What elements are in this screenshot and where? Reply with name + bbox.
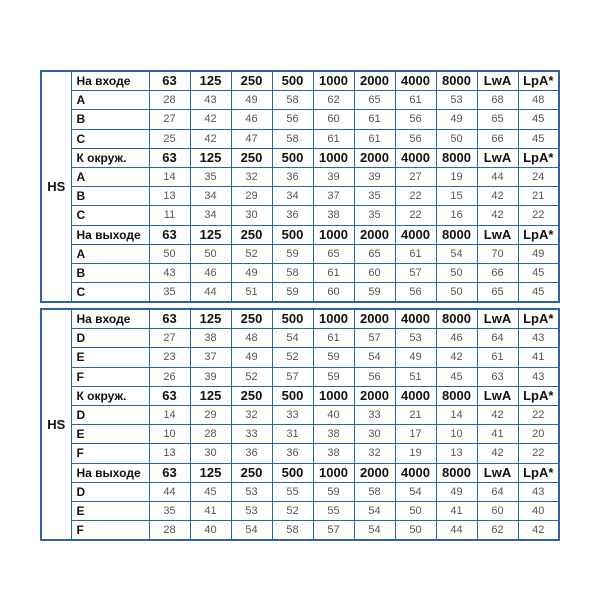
table-cell: 38 (313, 444, 354, 463)
table-cell: 25 (149, 129, 190, 148)
frequency-header: 500 (272, 148, 313, 167)
table-cell: 43 (190, 91, 231, 110)
table-cell: 56 (395, 110, 436, 129)
table-cell: 54 (354, 348, 395, 367)
table-cell: 14 (436, 405, 477, 424)
frequency-header: 8000 (436, 71, 477, 91)
table-cell: 13 (436, 444, 477, 463)
table-cell: 50 (436, 283, 477, 303)
frequency-header: 125 (190, 309, 231, 329)
frequency-header: 8000 (436, 309, 477, 329)
table-cell: 31 (272, 425, 313, 444)
table-cell: 38 (313, 206, 354, 225)
table-cell: 30 (354, 425, 395, 444)
frequency-header: 250 (231, 71, 272, 91)
table-cell: 55 (313, 501, 354, 520)
frequency-header: 1000 (313, 148, 354, 167)
row-label: A (71, 91, 149, 110)
table-cell: 11 (149, 206, 190, 225)
table-cell: 45 (190, 482, 231, 501)
table-row (41, 348, 559, 367)
table-cell: 44 (149, 482, 190, 501)
model-label: HS (41, 71, 71, 302)
table-cell: 59 (313, 348, 354, 367)
table-cell: 35 (149, 283, 190, 303)
table-cell: 34 (272, 187, 313, 206)
table-cell: 46 (190, 263, 231, 282)
section-label: На выходе (71, 225, 149, 244)
table-cell: 44 (477, 167, 518, 186)
table-cell: 50 (190, 244, 231, 263)
table-cell: 49 (436, 110, 477, 129)
table-cell: 30 (231, 206, 272, 225)
table-cell: 20 (518, 425, 559, 444)
table-cell: 58 (272, 263, 313, 282)
table-row (41, 129, 559, 148)
table-cell: 34 (190, 206, 231, 225)
table-row (41, 167, 559, 186)
table-cell: 43 (149, 263, 190, 282)
table-cell: 26 (149, 367, 190, 386)
table-cell: 50 (436, 263, 477, 282)
table-cell: 59 (313, 367, 354, 386)
frequency-header: 2000 (354, 386, 395, 405)
noise-table-1 (40, 70, 560, 303)
table-cell: 56 (272, 110, 313, 129)
frequency-header: 500 (272, 225, 313, 244)
table-cell: 61 (395, 244, 436, 263)
table-cell: 32 (231, 167, 272, 186)
table-cell: 59 (272, 283, 313, 303)
table-cell: 56 (395, 283, 436, 303)
table-cell: 32 (354, 444, 395, 463)
frequency-header: 250 (231, 225, 272, 244)
frequency-header: 63 (149, 386, 190, 405)
table-cell: 65 (354, 244, 395, 263)
frequency-header: LwA (477, 463, 518, 482)
table-row (41, 405, 559, 424)
frequency-header: 1000 (313, 309, 354, 329)
frequency-header: LpA* (518, 71, 559, 91)
frequency-header: 1000 (313, 386, 354, 405)
section-label: На входе (71, 309, 149, 329)
table-cell: 56 (354, 367, 395, 386)
frequency-header: 250 (231, 463, 272, 482)
frequency-header: LwA (477, 225, 518, 244)
frequency-header: 1000 (313, 463, 354, 482)
frequency-header: 4000 (395, 225, 436, 244)
table-cell: 22 (395, 187, 436, 206)
table-cell: 54 (231, 521, 272, 541)
table-cell: 49 (231, 91, 272, 110)
row-label: D (71, 405, 149, 424)
table-cell: 62 (313, 91, 354, 110)
table-cell: 37 (190, 348, 231, 367)
table-cell: 49 (436, 482, 477, 501)
table-cell: 49 (395, 348, 436, 367)
table-cell: 53 (231, 501, 272, 520)
table-row (41, 425, 559, 444)
table-cell: 45 (518, 110, 559, 129)
table-cell: 34 (190, 187, 231, 206)
table-cell: 42 (477, 405, 518, 424)
table-row (41, 244, 559, 263)
row-label: E (71, 501, 149, 520)
frequency-header: 250 (231, 309, 272, 329)
table-cell: 22 (518, 206, 559, 225)
table-cell: 54 (354, 521, 395, 541)
table-cell: 51 (395, 367, 436, 386)
frequency-header: 1000 (313, 225, 354, 244)
row-label: E (71, 425, 149, 444)
table-cell: 29 (190, 405, 231, 424)
frequency-header: 63 (149, 309, 190, 329)
frequency-header: 250 (231, 148, 272, 167)
row-label: F (71, 444, 149, 463)
table-cell: 70 (477, 244, 518, 263)
row-label: C (71, 206, 149, 225)
frequency-header: LwA (477, 148, 518, 167)
table-cell: 41 (190, 501, 231, 520)
row-label: A (71, 167, 149, 186)
section-header-row (41, 71, 559, 91)
frequency-header: 8000 (436, 148, 477, 167)
frequency-header: LwA (477, 71, 518, 91)
table-cell: 59 (313, 482, 354, 501)
table-row (41, 110, 559, 129)
frequency-header: 125 (190, 148, 231, 167)
table-cell: 43 (518, 329, 559, 348)
row-label: B (71, 110, 149, 129)
row-label: E (71, 348, 149, 367)
table-cell: 51 (231, 283, 272, 303)
table-cell: 53 (231, 482, 272, 501)
table-cell: 50 (395, 521, 436, 541)
table-cell: 10 (436, 425, 477, 444)
frequency-header: LpA* (518, 309, 559, 329)
frequency-header: 8000 (436, 386, 477, 405)
table-cell: 41 (436, 501, 477, 520)
table-cell: 45 (436, 367, 477, 386)
table-cell: 41 (477, 425, 518, 444)
table-cell: 54 (436, 244, 477, 263)
row-label: D (71, 329, 149, 348)
table-cell: 65 (313, 244, 354, 263)
table-cell: 39 (354, 167, 395, 186)
frequency-header: 125 (190, 463, 231, 482)
table-cell: 42 (477, 187, 518, 206)
table-cell: 22 (395, 206, 436, 225)
table-row (41, 521, 559, 541)
table-cell: 28 (190, 425, 231, 444)
table-cell: 65 (477, 283, 518, 303)
table-row (41, 482, 559, 501)
frequency-header: LpA* (518, 148, 559, 167)
table-cell: 27 (149, 110, 190, 129)
frequency-header: 63 (149, 148, 190, 167)
table-cell: 27 (149, 329, 190, 348)
table-cell: 42 (190, 129, 231, 148)
table-cell: 58 (354, 482, 395, 501)
table-cell: 40 (313, 405, 354, 424)
table-cell: 42 (477, 444, 518, 463)
table-cell: 13 (149, 187, 190, 206)
table-cell: 32 (231, 405, 272, 424)
table-cell: 59 (272, 244, 313, 263)
table-cell: 59 (354, 283, 395, 303)
table-cell: 38 (190, 329, 231, 348)
frequency-header: 4000 (395, 463, 436, 482)
table-cell: 55 (272, 482, 313, 501)
frequency-header: 8000 (436, 463, 477, 482)
table-cell: 36 (272, 444, 313, 463)
table-cell: 47 (231, 129, 272, 148)
table-cell: 45 (518, 263, 559, 282)
table-cell: 50 (395, 501, 436, 520)
table-cell: 68 (477, 91, 518, 110)
table-row (41, 91, 559, 110)
table-cell: 61 (354, 110, 395, 129)
frequency-header: 63 (149, 71, 190, 91)
table-cell: 30 (190, 444, 231, 463)
table-cell: 19 (436, 167, 477, 186)
table-row (41, 444, 559, 463)
table-cell: 39 (313, 167, 354, 186)
frequency-header: 8000 (436, 225, 477, 244)
table-cell: 58 (272, 521, 313, 541)
table-cell: 35 (354, 206, 395, 225)
frequency-header: 4000 (395, 148, 436, 167)
table-cell: 60 (313, 110, 354, 129)
table-row (41, 501, 559, 520)
table-cell: 44 (436, 521, 477, 541)
table-cell: 37 (313, 187, 354, 206)
frequency-header: LpA* (518, 386, 559, 405)
table-cell: 36 (272, 167, 313, 186)
table-cell: 61 (313, 263, 354, 282)
frequency-header: LwA (477, 309, 518, 329)
row-label: D (71, 482, 149, 501)
frequency-header: 63 (149, 225, 190, 244)
table-cell: 50 (436, 129, 477, 148)
table-cell: 52 (231, 367, 272, 386)
table-cell: 43 (518, 367, 559, 386)
frequency-header: 500 (272, 463, 313, 482)
frequency-header: LpA* (518, 225, 559, 244)
table-cell: 35 (354, 187, 395, 206)
noise-table-2 (40, 308, 560, 541)
model-label: HS (41, 309, 71, 540)
table-row (41, 283, 559, 303)
table-cell: 52 (231, 244, 272, 263)
table-cell: 33 (354, 405, 395, 424)
table-cell: 65 (354, 91, 395, 110)
frequency-header: 2000 (354, 148, 395, 167)
table-cell: 29 (231, 187, 272, 206)
frequency-header: 1000 (313, 71, 354, 91)
table-cell: 61 (477, 348, 518, 367)
table-cell: 27 (395, 167, 436, 186)
table-cell: 54 (395, 482, 436, 501)
table-cell: 43 (518, 482, 559, 501)
table-cell: 64 (477, 482, 518, 501)
table-cell: 17 (395, 425, 436, 444)
table-cell: 40 (518, 501, 559, 520)
table-cell: 57 (395, 263, 436, 282)
table-cell: 38 (313, 425, 354, 444)
section-header-row (41, 148, 559, 167)
frequency-header: 4000 (395, 71, 436, 91)
table-cell: 60 (477, 501, 518, 520)
table-cell: 10 (149, 425, 190, 444)
table-cell: 52 (272, 348, 313, 367)
table-cell: 36 (272, 206, 313, 225)
frequency-header: 500 (272, 309, 313, 329)
row-label: B (71, 187, 149, 206)
table-cell: 58 (272, 91, 313, 110)
section-label: На выходе (71, 463, 149, 482)
section-header-row (41, 225, 559, 244)
section-header-row (41, 463, 559, 482)
table-cell: 61 (354, 129, 395, 148)
table-cell: 65 (477, 110, 518, 129)
frequency-header: 125 (190, 71, 231, 91)
table-cell: 42 (477, 206, 518, 225)
section-label: На входе (71, 71, 149, 91)
table-cell: 39 (190, 367, 231, 386)
table-cell: 53 (395, 329, 436, 348)
table-cell: 62 (477, 521, 518, 541)
table-cell: 21 (395, 405, 436, 424)
frequency-header: LpA* (518, 463, 559, 482)
table-cell: 45 (518, 129, 559, 148)
table-cell: 46 (231, 110, 272, 129)
table-cell: 28 (149, 91, 190, 110)
table-cell: 53 (436, 91, 477, 110)
table-cell: 57 (272, 367, 313, 386)
frequency-header: 2000 (354, 71, 395, 91)
table-row (41, 187, 559, 206)
table-cell: 35 (149, 501, 190, 520)
table-cell: 61 (395, 91, 436, 110)
table-cell: 15 (436, 187, 477, 206)
section-label: К окруж. (71, 386, 149, 405)
row-label: B (71, 263, 149, 282)
table-cell: 16 (436, 206, 477, 225)
table-cell: 42 (436, 348, 477, 367)
table-cell: 58 (272, 129, 313, 148)
table-cell: 49 (231, 348, 272, 367)
table-cell: 42 (518, 521, 559, 541)
table-cell: 44 (190, 283, 231, 303)
table-cell: 42 (190, 110, 231, 129)
table-row (41, 367, 559, 386)
row-label: F (71, 521, 149, 541)
table-cell: 56 (395, 129, 436, 148)
table-cell: 23 (149, 348, 190, 367)
table-cell: 50 (149, 244, 190, 263)
frequency-header: 500 (272, 71, 313, 91)
frequency-header: 2000 (354, 463, 395, 482)
frequency-header: 250 (231, 386, 272, 405)
section-label: К окруж. (71, 148, 149, 167)
table-cell: 54 (354, 501, 395, 520)
table-cell: 57 (313, 521, 354, 541)
table-cell: 14 (149, 167, 190, 186)
row-label: F (71, 367, 149, 386)
table-cell: 33 (231, 425, 272, 444)
frequency-header: 125 (190, 386, 231, 405)
table-cell: 28 (149, 521, 190, 541)
table-row (41, 263, 559, 282)
table-cell: 60 (354, 263, 395, 282)
table-cell: 45 (518, 283, 559, 303)
table-cell: 35 (190, 167, 231, 186)
frequency-header: 2000 (354, 225, 395, 244)
row-label: C (71, 283, 149, 303)
table-cell: 46 (436, 329, 477, 348)
table-cell: 49 (518, 244, 559, 263)
table-cell: 66 (477, 263, 518, 282)
table-cell: 22 (518, 444, 559, 463)
table-cell: 24 (518, 167, 559, 186)
frequency-header: 63 (149, 463, 190, 482)
table-cell: 66 (477, 129, 518, 148)
table-cell: 33 (272, 405, 313, 424)
table-cell: 48 (518, 91, 559, 110)
frequency-header: 4000 (395, 386, 436, 405)
table-cell: 57 (354, 329, 395, 348)
section-header-row (41, 309, 559, 329)
table-cell: 61 (313, 129, 354, 148)
section-header-row (41, 386, 559, 405)
frequency-header: 500 (272, 386, 313, 405)
table-cell: 36 (231, 444, 272, 463)
table-cell: 61 (313, 329, 354, 348)
table-cell: 19 (395, 444, 436, 463)
frequency-header: 125 (190, 225, 231, 244)
table-cell: 52 (272, 501, 313, 520)
table-cell: 40 (190, 521, 231, 541)
table-cell: 14 (149, 405, 190, 424)
table-cell: 63 (477, 367, 518, 386)
table-cell: 49 (231, 263, 272, 282)
table-cell: 64 (477, 329, 518, 348)
table-cell: 13 (149, 444, 190, 463)
row-label: C (71, 129, 149, 148)
frequency-header: 2000 (354, 309, 395, 329)
table-cell: 22 (518, 405, 559, 424)
table-cell: 21 (518, 187, 559, 206)
frequency-header: LwA (477, 386, 518, 405)
table-cell: 60 (313, 283, 354, 303)
table-row (41, 206, 559, 225)
table-cell: 41 (518, 348, 559, 367)
table-cell: 54 (272, 329, 313, 348)
row-label: A (71, 244, 149, 263)
frequency-header: 4000 (395, 309, 436, 329)
table-row (41, 329, 559, 348)
table-cell: 48 (231, 329, 272, 348)
